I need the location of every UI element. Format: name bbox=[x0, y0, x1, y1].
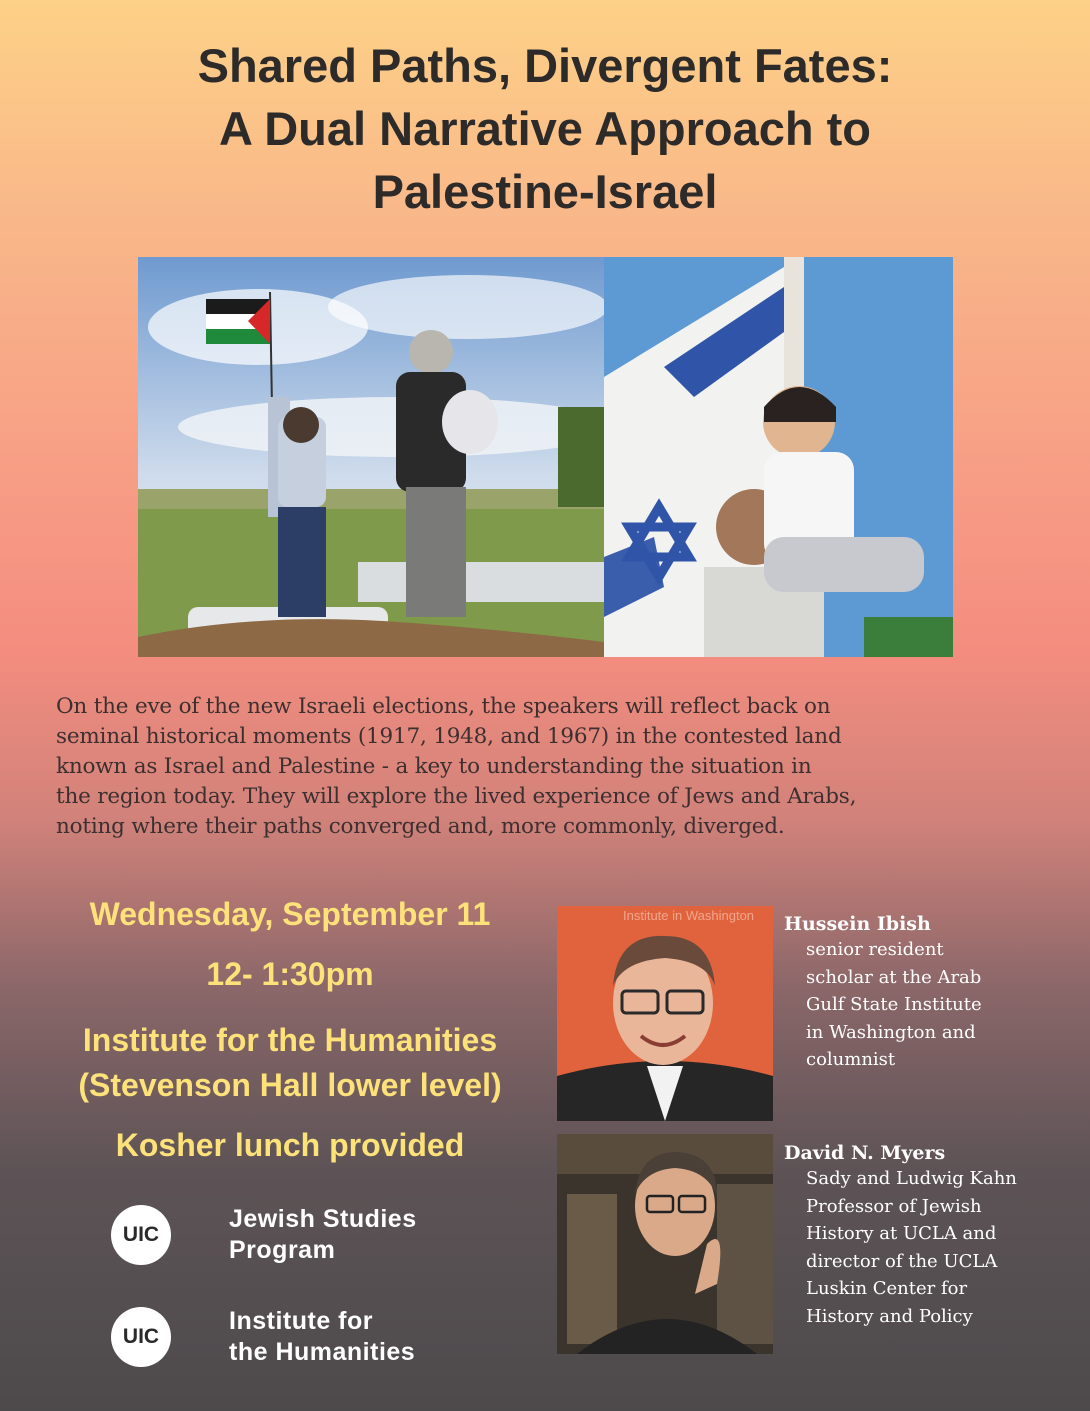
sponsor-institute-humanities bbox=[111, 1306, 415, 1368]
venue-line-2: (Stevenson Hall lower level) bbox=[78, 1067, 502, 1103]
description-line: noting where their paths converged and, more commonly, diverged. bbox=[56, 814, 785, 839]
event-date: Wednesday, September 11 bbox=[89, 896, 491, 932]
uic-logo-icon: UIC bbox=[111, 1307, 171, 1367]
description-line: seminal historical moments (1917, 1948, and 1967) in the contested land bbox=[56, 724, 842, 749]
event-time: 12- 1:30pm bbox=[206, 956, 374, 992]
speaker-role-line: director of the UCLA bbox=[806, 1250, 998, 1272]
speaker-role-line: Gulf State Institute bbox=[806, 994, 982, 1015]
sponsor-name-line: Jewish Studies bbox=[229, 1205, 417, 1233]
speaker-name: David N. Myers bbox=[784, 1142, 946, 1164]
event-title bbox=[40, 34, 1050, 223]
speaker-photo-david-myers bbox=[557, 1134, 773, 1354]
description-line: On the eve of the new Israeli elections, the speakers will reflect back on bbox=[56, 694, 831, 719]
sponsor-name bbox=[229, 1204, 417, 1266]
speaker-hussein-ibish bbox=[784, 912, 1084, 1074]
title-line-2: A Dual Narrative Approach to bbox=[218, 102, 872, 155]
uic-logo-icon: UIC bbox=[111, 1205, 171, 1265]
sponsor-name-line: Program bbox=[229, 1236, 336, 1264]
speaker-role-line: History and Policy bbox=[806, 1305, 973, 1327]
title-line-3: Palestine-Israel bbox=[372, 165, 718, 218]
speaker-role-line: Luskin Center for bbox=[806, 1278, 968, 1299]
speaker-role bbox=[784, 1165, 1084, 1330]
speaker-role-line: scholar at the Arab bbox=[806, 966, 982, 988]
description-line: the region today. They will explore the lived experience of Jews and Arabs, bbox=[56, 784, 857, 809]
title-line-1: Shared Paths, Divergent Fates: bbox=[197, 39, 893, 92]
speaker-role-line: in Washington and bbox=[806, 1021, 976, 1043]
speaker-role-line: columnist bbox=[806, 1049, 896, 1070]
lunch-note: Kosher lunch provided bbox=[115, 1127, 465, 1163]
sponsor-name-line: the Humanities bbox=[229, 1338, 416, 1366]
event-description bbox=[56, 692, 1056, 842]
photo-israeli-flag bbox=[604, 257, 953, 657]
speaker-name: Hussein Ibish bbox=[784, 913, 931, 935]
speaker-role-line: History at UCLA and bbox=[806, 1223, 997, 1244]
speaker-role-line: senior resident bbox=[806, 939, 944, 960]
sign-text: Institute in Washington bbox=[623, 908, 755, 923]
event-venue bbox=[40, 1018, 540, 1108]
speaker-role-line: Sady and Ludwig Kahn bbox=[806, 1168, 1017, 1189]
speaker-david-myers bbox=[784, 1141, 1084, 1330]
venue-line-1: Institute for the Humanities bbox=[82, 1022, 498, 1058]
sponsor-jewish-studies bbox=[111, 1204, 417, 1266]
photo-palestinian-flag bbox=[138, 257, 604, 657]
speaker-role-line: Professor of Jewish bbox=[806, 1195, 982, 1217]
description-line: known as Israel and Palestine - a key to understanding the situation in bbox=[56, 754, 812, 779]
sponsor-name-line: Institute for bbox=[229, 1307, 373, 1335]
speaker-photo-hussein-ibish bbox=[557, 906, 773, 1121]
sponsor-name bbox=[229, 1306, 415, 1368]
speaker-role bbox=[784, 936, 1084, 1074]
